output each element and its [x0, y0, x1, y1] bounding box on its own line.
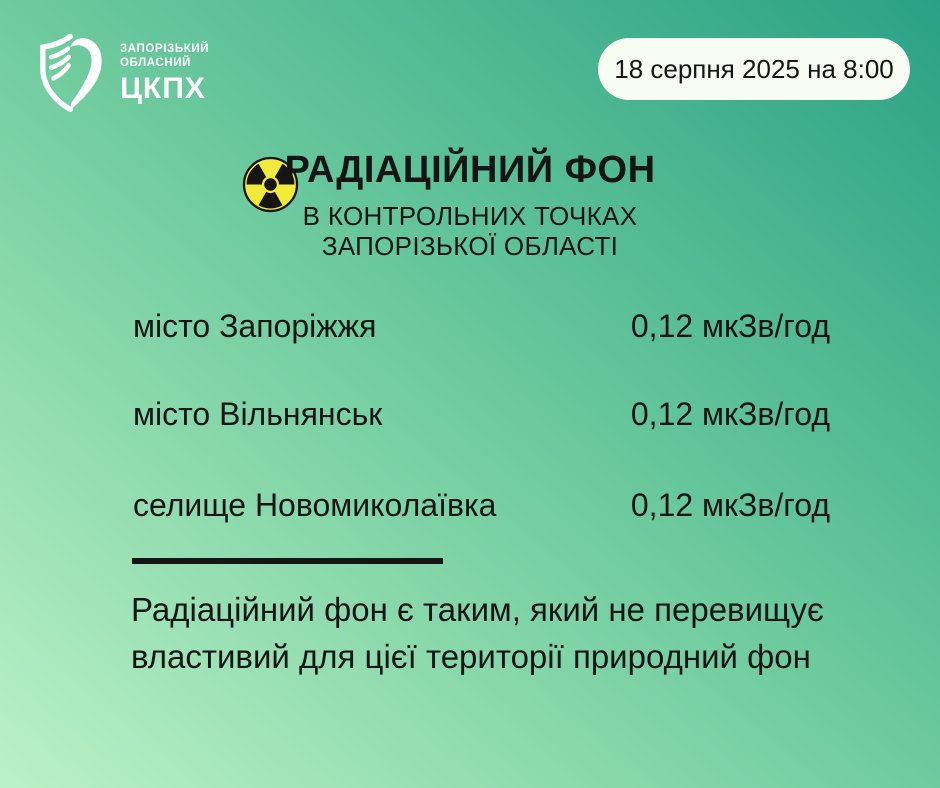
page-title: РАДІАЦІЙНИЙ ФОН [284, 149, 656, 191]
date-badge [598, 38, 910, 100]
reading-row [133, 396, 830, 433]
reading-value: 0,12 мкЗв/год [630, 396, 830, 432]
reading-location: місто Вільнянськ [133, 396, 383, 432]
page-subtitle [0, 201, 940, 261]
reading-location: селище Новомиколаївка [133, 487, 497, 523]
reading-value: 0,12 мкЗв/год [630, 308, 830, 344]
logo-text-line1: ЗАПОРІЗЬКИЙ [120, 43, 210, 55]
date-badge-text: 18 серпня 2025 на 8:00 [614, 53, 894, 84]
page-subtitle-line1: В КОНТРОЛЬНИХ ТОЧКАХ [302, 201, 638, 231]
footer-note-line1: Радіаційний фон є таким, який не перевищує [131, 591, 824, 628]
logo-text [120, 42, 209, 118]
footer-note [131, 586, 824, 680]
reading-value: 0,12 мкЗв/год [630, 487, 830, 523]
logo-text-line2: ОБЛАСНИЙ [120, 57, 191, 69]
reading-row [133, 487, 830, 524]
page-subtitle-line2: ЗАПОРІЗЬКОЇ ОБЛАСТІ [321, 231, 619, 261]
divider-line [132, 558, 443, 564]
reading-location: місто Запоріжжя [133, 308, 377, 344]
reading-row [133, 308, 830, 345]
footer-note-line2: властивий для цієї території природний фон [131, 638, 811, 675]
logo-text-line3: ЦКПХ [120, 72, 206, 105]
organization-logo [33, 28, 209, 118]
shield-heart-icon [33, 28, 109, 118]
